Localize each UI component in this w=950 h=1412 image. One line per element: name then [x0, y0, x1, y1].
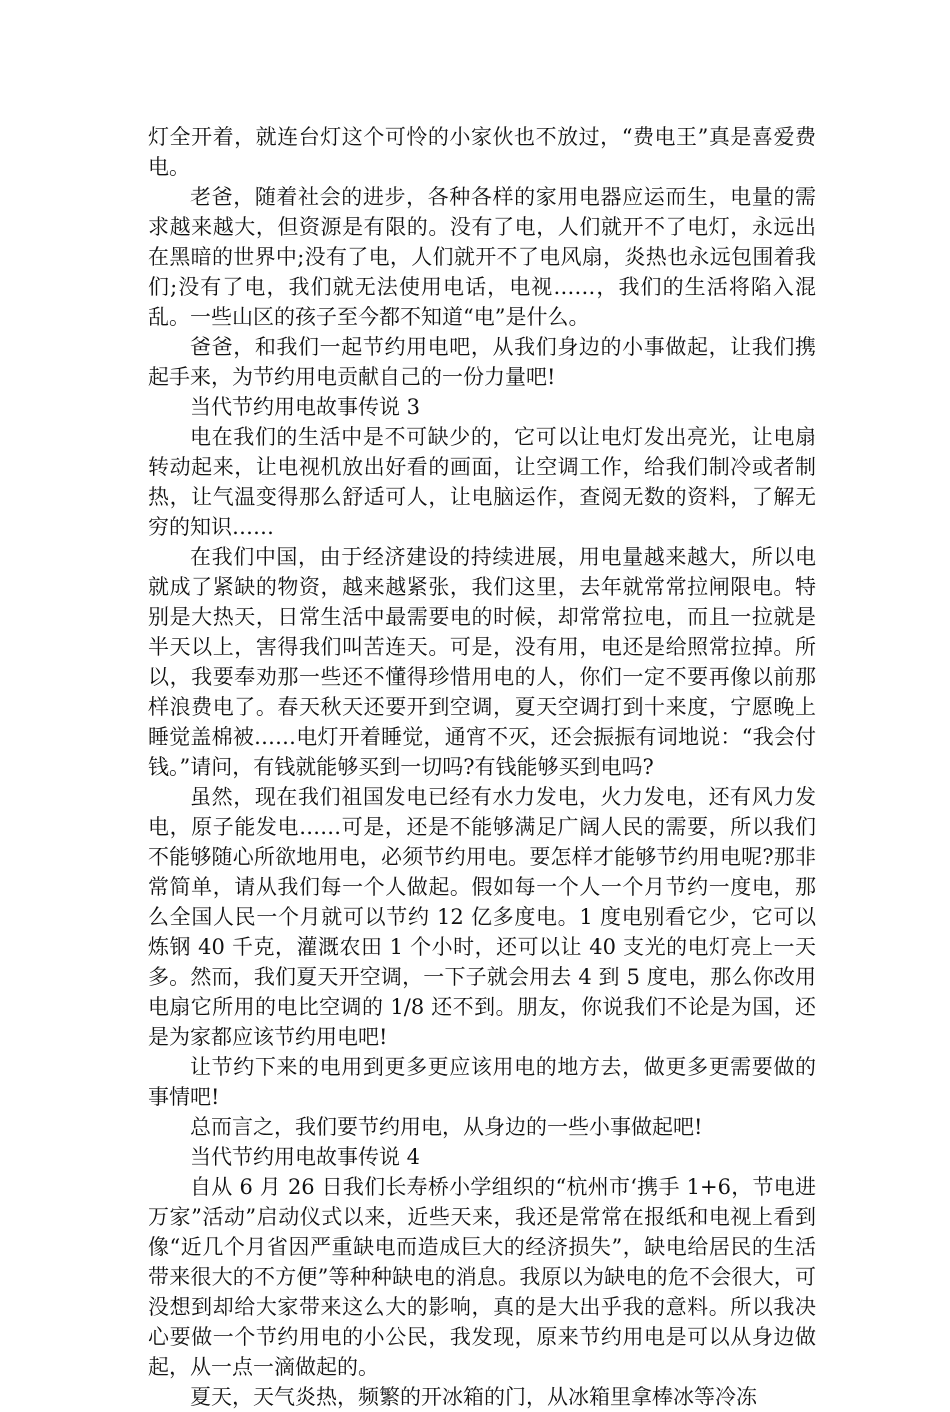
paragraph: 在我们中国，由于经济建设的持续进展，用电量越来越大，所以电就成了紧缺的物资，越来越紧张，我们这里，去年就常常拉闸限电。特别是大热天，日常生活中最需要电的时候，却常常拉电，而且一拉就是半天以上，害得我们叫苦连天。可是，没有用，电还是给照常拉掉。所以，我要奉劝那一些还不懂得珍惜用电的人，你们一定不要再像以前那样浪费电了。春天秋天还要开到空调，夏天空调打到十来度，宁愿晚上睡觉盖棉被……电灯开着睡觉，通宵不灭，还会振振有词地说：“我会付钱。”请问，有钱就能够买到一切吗?有钱能够买到电吗?: [148, 545, 816, 779]
paragraph: 电在我们的生活中是不可缺少的，它可以让电灯发出亮光，让电扇转动起来，让电视机放出好看的画面，让空调工作，给我们制冷或者制热，让气温变得那么舒适可人，让电脑运作，查阅无数的资料，了解无穷的知识……: [148, 425, 816, 539]
paragraph: 爸爸，和我们一起节约用电吧，从我们身边的小事做起，让我们携起手来，为节约用电贡献自己的一份力量吧!: [148, 335, 816, 389]
paragraph: 老爸，随着社会的进步，各种各样的家用电器应运而生，电量的需求越来越大，但资源是有限的。没有了电，人们就开不了电灯，永远出在黑暗的世界中;没有了电，人们就开不了电风扇，炎热也永远包围着我们;没有了电，我们就无法使用电话，电视……，我们的生活将陷入混乱。一些山区的孩子至今都不知道“电”是什么。: [148, 185, 816, 329]
paragraph: 夏天，天气炎热，频繁的开冰箱的门，从冰箱里拿棒冰等冷冻: [190, 1385, 757, 1409]
paragraph: 自从 6 月 26 日我们长寿桥小学组织的“杭州市‘携手 1+6，节电进万家”活动”启动仪式以来，近些天来，我还是常常在报纸和电视上看到像“近几个月省因严重缺电而造成巨大的经济损失”，缺电给居民的生活带来很大的不方便”等种种缺电的消息。我原以为缺电的危不会很大，可没想到却给大家带来这么大的影响，真的是大出乎我的意料。所以我决心要做一个节约用电的小公民，我发现，原来节约用电是可以从身边做起，从一点一滴做起的。: [148, 1175, 816, 1379]
paragraph-continued: 灯全开着，就连台灯这个可怜的小家伙也不放过，“费电王”真是喜爱费电。: [148, 125, 816, 179]
document-page: [148, 122, 816, 1412]
section-heading: 当代节约用电故事传说 4: [190, 1145, 421, 1169]
paragraph: 总而言之，我们要节约用电，从身边的一些小事做起吧!: [190, 1115, 703, 1139]
section-heading: 当代节约用电故事传说 3: [190, 395, 421, 419]
paragraph: 让节约下来的电用到更多更应该用电的地方去，做更多更需要做的事情吧!: [148, 1055, 816, 1109]
paragraph: 虽然，现在我们祖国发电已经有水力发电，火力发电，还有风力发电，原子能发电……可是，还是不能够满足广阔人民的需要，所以我们不能够随心所欲地用电，必须节约用电。要怎样才能够节约用电呢?那非常简单，请从我们每一个人做起。假如每一个人一个月节约一度电，那么全国人民一个月就可以节约 12 亿多度电。1 度电别看它少，它可以炼钢 40 千克，灌溉农田 1 个小时，还可以让 40 支光的电灯亮上一天多。然而，我们夏天开空调，一下子就会用去 4 到 5 度电，那么你改用电扇它所用的电比空调的 1/8 还不到。朋友，你说我们不论是为国，还是为家都应该节约用电吧!: [148, 785, 816, 1049]
